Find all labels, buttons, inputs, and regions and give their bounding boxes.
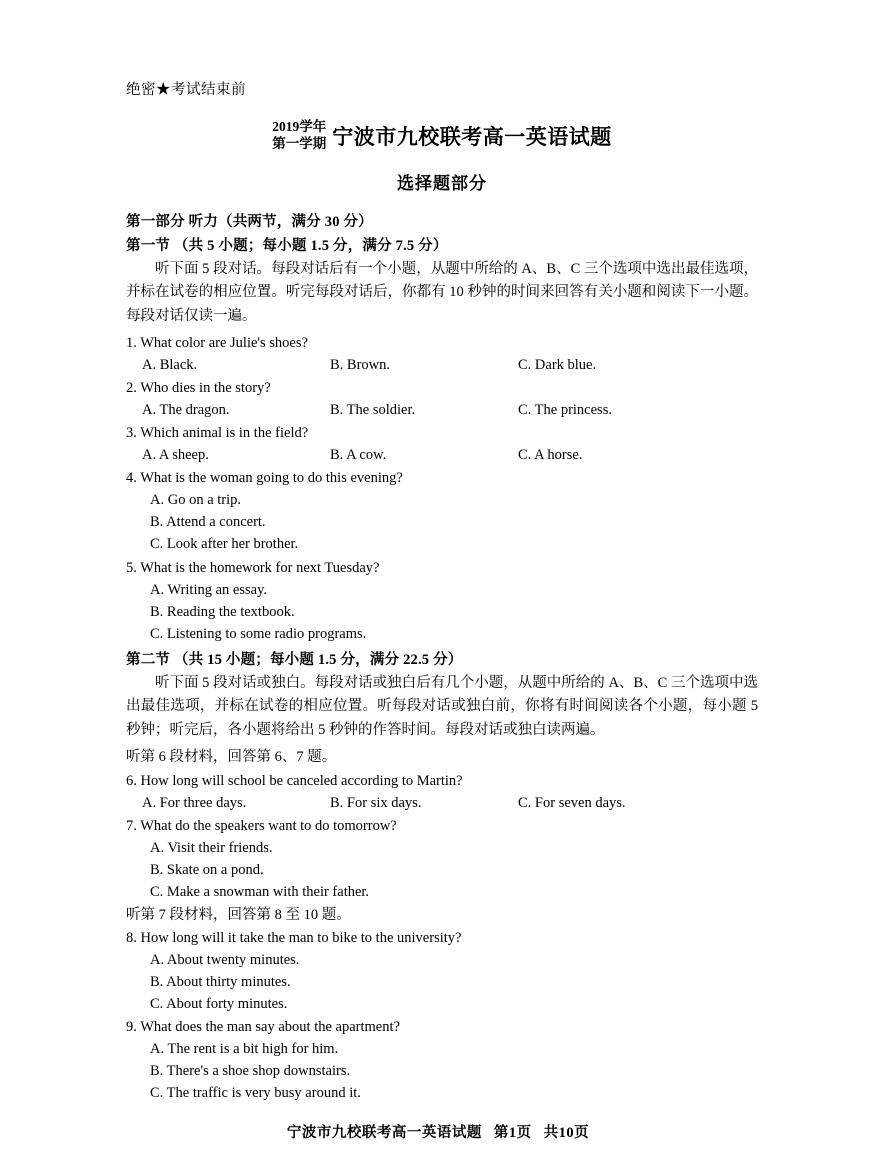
option-a[interactable]: A. About twenty minutes. (150, 952, 300, 969)
title-main-text: 宁波市九校联考高一英语试题 (332, 124, 612, 149)
option-b[interactable]: B. About thirty minutes. (150, 974, 291, 991)
option-c[interactable]: C. Dark blue. (518, 357, 597, 374)
title-year-line2: 第一学期 (272, 135, 327, 151)
page-content (126, 78, 758, 1104)
question-text: Who dies in the story? (140, 380, 271, 397)
paper-title (126, 119, 758, 153)
question-stem (126, 422, 758, 444)
option-a[interactable]: A. Black. (142, 357, 198, 374)
footer-page-current: 第1页 (493, 1125, 532, 1141)
option-b[interactable]: B. Brown. (330, 357, 391, 374)
option-a[interactable]: A. A sheep. (142, 447, 209, 464)
title-year-block (272, 119, 326, 153)
option-b[interactable]: B. For six days. (330, 794, 422, 811)
option-row (126, 444, 758, 466)
question-stem (126, 927, 758, 949)
option-a[interactable]: A. The dragon. (142, 402, 230, 419)
section-one-heading: 第一节 （共 5 小题；每小题 1.5 分，满分 7.5 分） (126, 237, 448, 254)
option-c[interactable]: C. Make a snowman with their father. (150, 883, 370, 900)
question-text: What is the homework for next Tuesday? (140, 559, 380, 576)
material-note-seven: 听第 7 段材料，回答第 8 至 10 题。 (126, 906, 351, 923)
option-row (126, 792, 758, 814)
footer-page-total: 共10页 (543, 1125, 590, 1141)
question-number: 4. (126, 470, 137, 487)
question-text: What does the man say about the apartment? (140, 1019, 400, 1036)
option-b[interactable]: B. There's a shoe shop downstairs. (150, 1063, 351, 1080)
option-a[interactable]: A. Writing an essay. (150, 581, 268, 598)
part-one-heading: 第一部分 听力（共两节，满分 30 分） (126, 213, 373, 230)
option-b[interactable]: B. Attend a concert. (150, 514, 266, 531)
option-b[interactable]: B. The soldier. (330, 402, 416, 419)
question-number: 8. (126, 930, 137, 947)
section-one-instructions: 听下面 5 段对话。每段对话后有一个小题，从题中所给的 A、B、C 三个选项中选出最佳选项，并标在试卷的相应位置。听完每段对话后，你都有 10 秒钟的时间来回答有关小题和阅读下一小题。每段对话仅读一遍。 (126, 260, 758, 324)
question-number: 9. (126, 1019, 137, 1036)
question-stem (126, 377, 758, 399)
option-a[interactable]: A. Visit their friends. (150, 839, 273, 856)
option-c[interactable]: C. The traffic is very busy around it. (150, 1085, 361, 1102)
option-row (126, 354, 758, 376)
option-c[interactable]: C. About forty minutes. (150, 996, 288, 1013)
question-number: 3. (126, 425, 137, 442)
question-text: How long will school be canceled according to Martin? (140, 772, 463, 789)
option-c[interactable]: C. The princess. (518, 402, 612, 419)
option-a[interactable]: A. Go on a trip. (150, 492, 242, 509)
question-text: What do the speakers want to do tomorrow? (140, 817, 397, 834)
option-c[interactable]: C. Listening to some radio programs. (150, 625, 367, 642)
question-stem (126, 1016, 758, 1038)
question-number: 7. (126, 817, 137, 834)
option-b[interactable]: B. Skate on a pond. (150, 861, 264, 878)
section-title: 选择题部分 (397, 173, 487, 193)
question-text: What color are Julie's shoes? (140, 335, 308, 352)
section-two-instructions: 听下面 5 段对话或独白。每段对话或独白后有几个小题，从题中所给的 A、B、C 三个选项中选出最佳选项，并标在试卷的相应位置。听每段对话或独白前，你将有时间阅读各个小题，每小题 5 秒钟；听完后，各小题将给出 5 秒钟的作答时间。每段对话或独白读两遍。 (126, 674, 758, 738)
question-number: 2. (126, 380, 137, 397)
question-stem (126, 467, 758, 489)
option-c[interactable]: C. Look after her brother. (150, 536, 299, 553)
question-number: 1. (126, 335, 137, 352)
question-text: Which animal is in the field? (140, 425, 309, 442)
question-stem (126, 815, 758, 837)
confidential-notice: 绝密★考试结束前 (126, 82, 246, 98)
page-footer (0, 1121, 876, 1142)
question-stem (126, 770, 758, 792)
question-number: 5. (126, 559, 137, 576)
question-number: 6. (126, 772, 137, 789)
option-c[interactable]: C. For seven days. (518, 794, 626, 811)
title-year-line1: 2019学年 (272, 119, 327, 134)
question-text: What is the woman going to do this evening? (140, 470, 403, 487)
option-c[interactable]: C. A horse. (518, 447, 583, 464)
footer-exam-name: 宁波市九校联考高一英语试题 (286, 1125, 482, 1141)
section-two-heading: 第二节 （共 15 小题；每小题 1.5 分，满分 22.5 分） (126, 651, 463, 668)
material-note-six: 听第 6 段材料，回答第 6、7 题。 (126, 749, 337, 766)
option-row (126, 399, 758, 421)
option-a[interactable]: A. For three days. (142, 794, 247, 811)
option-b[interactable]: B. Reading the textbook. (150, 603, 295, 620)
question-stem (126, 557, 758, 579)
option-b[interactable]: B. A cow. (330, 447, 387, 464)
question-text: How long will it take the man to bike to the university? (140, 930, 462, 947)
question-stem (126, 332, 758, 354)
option-a[interactable]: A. The rent is a bit high for him. (150, 1041, 339, 1058)
